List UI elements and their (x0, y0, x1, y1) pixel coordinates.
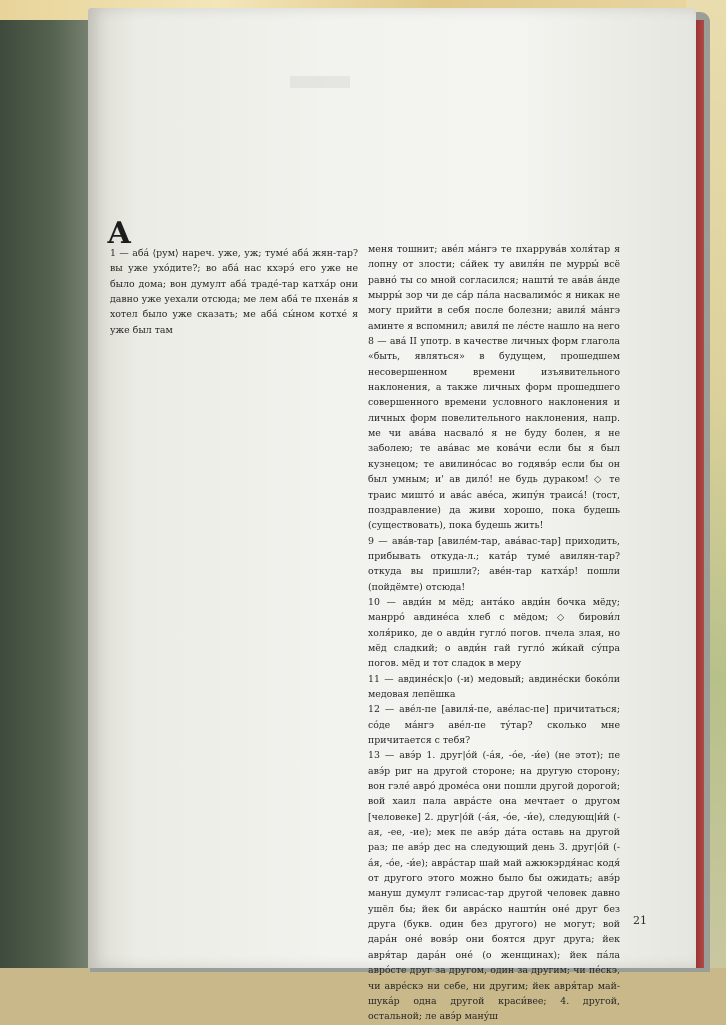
dictionary-entry: меня тошнит; аве́л ма́нгэ те пхаррува́в холя́тар я лопну от злости; са́йек ту авиля́н пе мурры́ всё равно́ ты со мной согласился; нашти́ те ава́в а́нде мырры́ зор чи де са́р па́ла насвалимо́с я никак не могу прийти в себя после болезни; авиля́ ма́нгэ аминте я вспомнил; авиля́ пе ле́сте нашло на него (368, 244, 620, 332)
section-letter: А (107, 216, 132, 251)
show-through-text (290, 76, 350, 88)
dictionary-entry: 8 — ава́ II употр. в качестве личных форм глагола «быть, являться» в будущем, прошедшем несовершенном времени изъявительного наклонения, а также личных форм прошедшего совершенного времени условного наклонения и личных форм повелительного наклонения, напр. ме чи ава́ва насвало́ я не буду болен, я не заболею; те ава́вас ме кова́чи если бы я был кузнецом; те авилино́сас во годявэ́р если бы он был умным; и' ав дило́! не будь дураком! ◇ те траис мишто́ и ава́с аве́са, жипу́н траиса́! (тост, поздравление) да живи хорошо, пока будешь (существовать), пока будешь жить! (368, 336, 620, 532)
dictionary-entry: 12 — аве́л-пе [авиля́-пе, аве́лас-пе] причитаться; со́де ма́нгэ аве́л-пе ту́тар? сколько мне причитается с тебя? (368, 704, 620, 746)
dictionary-entry: 10 — авди́н м мёд; анта́ко авди́н бочка мёду; манрро́ авдине́са хлеб с мёдом; ◇ бирови́л холя́рико, де о авди́н гугло́ погов. пчела злая, но мёд сладкий; о авди́н гай гугло́ жи́кай су́пра погов. мёд и тот сладок в меру (368, 596, 620, 670)
dictionary-entry: 13 — авэ́р 1. друг|о́й (-а́я, -о́е, -и́е) (не этот); пе авэ́р риг на другой стороне; на другую сторону; вон гэле́ авро́ дроме́са они пошли другой дорогой; вой хаил пала авра́сте она мечтает о другом [человеке] 2. друг|о́й (-а́я, -о́е, -и́е), следующ|и́й (-ая, -ее, -ие); мек пе авэ́р да́та оставь на другой раз; пе авэ́р дес на следующий день 3. друг|о́й (-а́я, -о́е, -и́е); авра́стар шай май ажюкэрдя́нас кодя́ от другого этого можно было бы ожидать; авэ́р мануш думулт гэлисас-тар другой человек давно ушёл бы; йек би авра́ско нашти́н оне́ друг без друга (букв. один без другого) не могут; вой дара́н оне́ вовэ́р они боятся друг друга; йек авря́тар дара́н оне́ (о женщинах); йек па́ла авро́сте друг за другом, один за другим; чи пе́скэ, чи авре́скэ ни себе, ни другим; йек авря́тар май-шука́р одна другой краси́вее; 4. другой, остальной; ле авэ́р ману́ш (368, 750, 620, 1023)
dictionary-column-right (368, 242, 620, 1025)
dictionary-entries-left: 1 — аба́ ⟨рум⟩ нареч. уже, уж; туме́ аба́ жян-тар? вы уже ухо́дите?; во аба́ нас кхэрэ́ его уже не было дома; вон думулт аба́ траде́-тар катха́р они давно уже уехали отсюда; ме лем аба́ те пхена́в я хотел было уже сказать; ме аба́ сы́ном котхе́ я уже был там (110, 248, 358, 336)
book-cover-left (0, 20, 96, 968)
dictionary-entry: 9 — ава́в-тар [авиле́м-тар, ава́вас-тар] приходить, прибывать откуда-л.; ката́р туме́ авилян-тар? откуда вы пришли?; аве́н-тар катха́р! пошли (пойдёмте) отсюда! (368, 535, 620, 593)
dictionary-entry: 11 — авдине́ск|о (-и) медовый; авдине́ски боко́ли медовая лепёшка (368, 673, 620, 700)
page-number: 21 (633, 914, 647, 927)
dictionary-column-left (110, 246, 358, 338)
